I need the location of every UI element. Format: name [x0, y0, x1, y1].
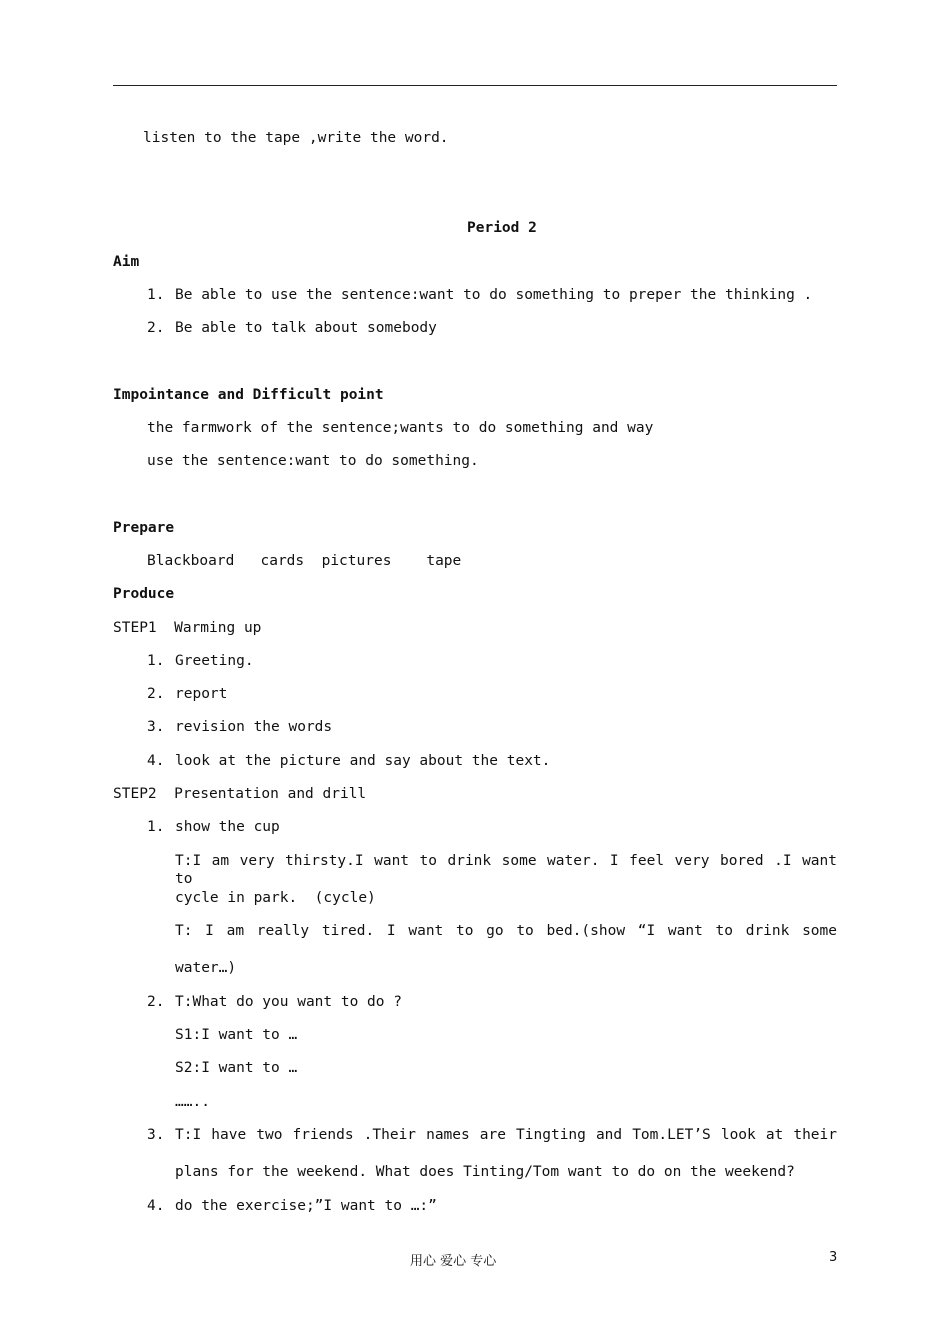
step2-item-2-number: 2.	[147, 994, 165, 1010]
step2-item-2-line-2: S2:I want to …	[175, 1060, 298, 1076]
step1-title: STEP1 Warming up	[113, 620, 262, 636]
step2-item-3-number: 3.	[147, 1127, 165, 1143]
footer-motto: 用心 爱心 专心	[410, 1254, 497, 1269]
step2-item-2-line-1: S1:I want to …	[175, 1027, 298, 1043]
step2-item-2-line-3: ……..	[175, 1094, 210, 1110]
importance-line-2: use the sentence:want to do something.	[147, 453, 479, 469]
step1-item-2-number: 2.	[147, 686, 165, 702]
aim-item-1-text: Be able to use the sentence:want to do something to preper the thinking .	[175, 287, 813, 303]
step2-item-1-line-2: cycle in park. (cycle)	[175, 890, 376, 906]
step1-item-4-number: 4.	[147, 753, 165, 769]
step2-item-1-line-4: water…)	[175, 960, 237, 976]
step2-item-2-text: T:What do you want to do ?	[175, 994, 402, 1010]
aim-item-2-text: Be able to talk about somebody	[175, 320, 437, 336]
step2-item-1-text: show the cup	[175, 819, 280, 835]
aim-item-1-number: 1.	[147, 287, 165, 303]
step2-item-1-number: 1.	[147, 819, 165, 835]
step1-item-4-text: look at the picture and say about the text.	[175, 753, 551, 769]
period-title: Period 2	[467, 220, 537, 236]
step1-item-1-text: Greeting.	[175, 653, 254, 669]
importance-line-1: the farmwork of the sentence;wants to do something and way	[147, 420, 654, 436]
step2-item-4-text: do the exercise;”I want to …:”	[175, 1198, 437, 1214]
header-rule	[113, 85, 837, 86]
step2-item-1-line-3: T: I am really tired. I want to go to bed.(show “I want to drink some	[175, 923, 837, 939]
step1-item-1-number: 1.	[147, 653, 165, 669]
step2-item-3-line-1: T:I have two friends .Their names are Tingting and Tom.LET’S look at their	[175, 1127, 837, 1143]
step1-item-3-number: 3.	[147, 719, 165, 735]
page-number: 3	[829, 1250, 838, 1265]
step2-item-1-line-1: T:I am very thirsty.I want to drink some water. I feel very bored .I want to	[175, 853, 837, 887]
prepare-heading: Prepare	[113, 520, 175, 536]
aim-heading: Aim	[113, 254, 140, 270]
step2-title: STEP2 Presentation and drill	[113, 786, 367, 802]
prepare-items: Blackboard cards pictures tape	[147, 553, 462, 569]
importance-heading: Impointance and Difficult point	[113, 387, 384, 403]
step1-item-3-text: revision the words	[175, 719, 333, 735]
aim-item-2-number: 2.	[147, 320, 165, 336]
step1-item-2-text: report	[175, 686, 228, 702]
step2-item-4-number: 4.	[147, 1198, 165, 1214]
intro-text: listen to the tape ,write the word.	[143, 130, 449, 146]
step2-item-3-line-2: plans for the weekend. What does Tinting/Tom want to do on the weekend?	[175, 1164, 795, 1180]
produce-heading: Produce	[113, 586, 175, 602]
